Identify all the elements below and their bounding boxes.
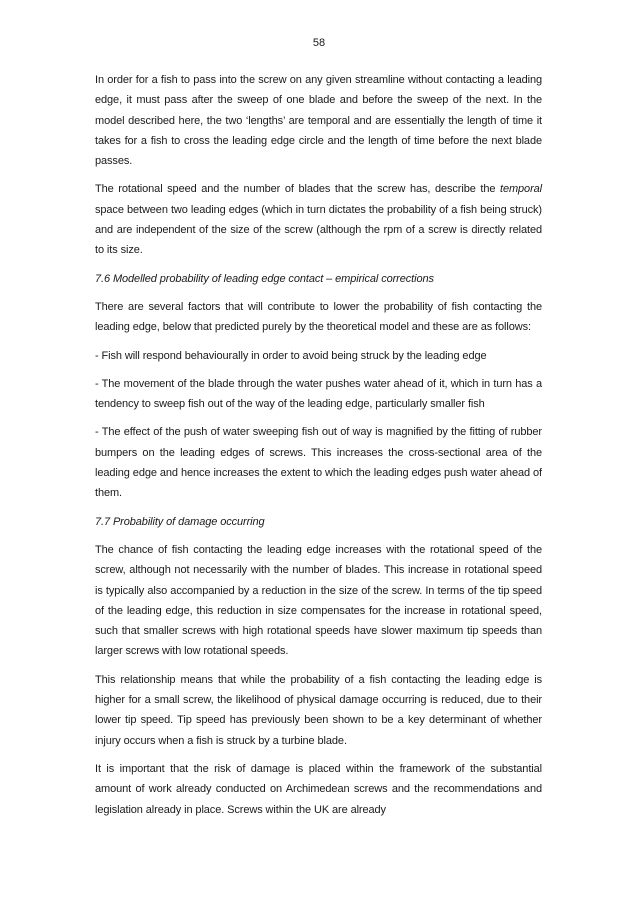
paragraph-risk-framework: It is important that the risk of damage is placed within the framework of the substantial amount of work already conducted on Archimedean screws and the recommendations and legislation already in place. Screws within the UK are already — [95, 762, 542, 816]
paragraph-tip-speed: This relationship means that while the probability of a fish contacting the leading edge is higher for a small screw, the likelihood of physical damage occurring is reduced, due to their lower tip speed. Tip speed has previously been shown to be a key determinant of whether injury occurs when a fish is struck by a turbine blade. — [95, 673, 542, 747]
list-item-behaviour: - Fish will respond behaviourally in order to avoid being struck by the leading edge — [95, 349, 487, 362]
paragraph-rotational-speed — [95, 179, 542, 260]
list-item-rubber-bumpers: - The effect of the push of water sweeping fish out of way is magnified by the fitting of rubber bumpers on the leading edges of screws. This increases the cross-sectional area of the leading edge and hence increases the extent to which the leading edges push water ahead of them. — [95, 426, 542, 500]
text-run: The rotational speed and the number of blades that the screw has, describe the — [95, 183, 500, 196]
paragraph-factors: There are several factors that will contribute to lower the probability of fish contacting the leading edge, below that predicted purely by the theoretical model and these are as follows: — [95, 300, 542, 334]
text-run: space between two leading edges (which in turn dictates the probability of a fish being struck) and are independent of the size of the screw (although the rpm of a screw is directly related to its size. — [95, 203, 542, 257]
page-body — [95, 70, 542, 828]
list-item-water-push: - The movement of the blade through the water pushes water ahead of it, which in turn has a tendency to sweep fish out of the way of the leading edge, particularly smaller fish — [95, 377, 542, 411]
emphasis-temporal: temporal — [500, 183, 542, 196]
paragraph-fish-passage: In order for a fish to pass into the screw on any given streamline without contacting a leading edge, it must pass after the sweep of one blade and before the sweep of the next. In the model described here, the two ‘lengths’ are temporal and are essentially the length of time it takes for a fish to cross the leading edge circle and the length of time before the next blade passes. — [95, 74, 542, 168]
paragraph-damage-chance: The chance of fish contacting the leading edge increases with the rotational speed of the screw, although not necessarily with the number of blades. This increase in rotational speed is typically also accompanied by a reduction in the size of the screw. In terms of the tip speed of the leading edge, this reduction in size compensates for the increase in rotational speed, such that smaller screws with high rotational speeds have slower maximum tip speeds than larger screws with low rotational speeds. — [95, 543, 542, 658]
section-heading-7-6: 7.6 Modelled probability of leading edge contact – empirical corrections — [95, 272, 434, 285]
section-heading-7-7: 7.7 Probability of damage occurring — [95, 515, 265, 528]
page-number: 58 — [312, 37, 326, 49]
